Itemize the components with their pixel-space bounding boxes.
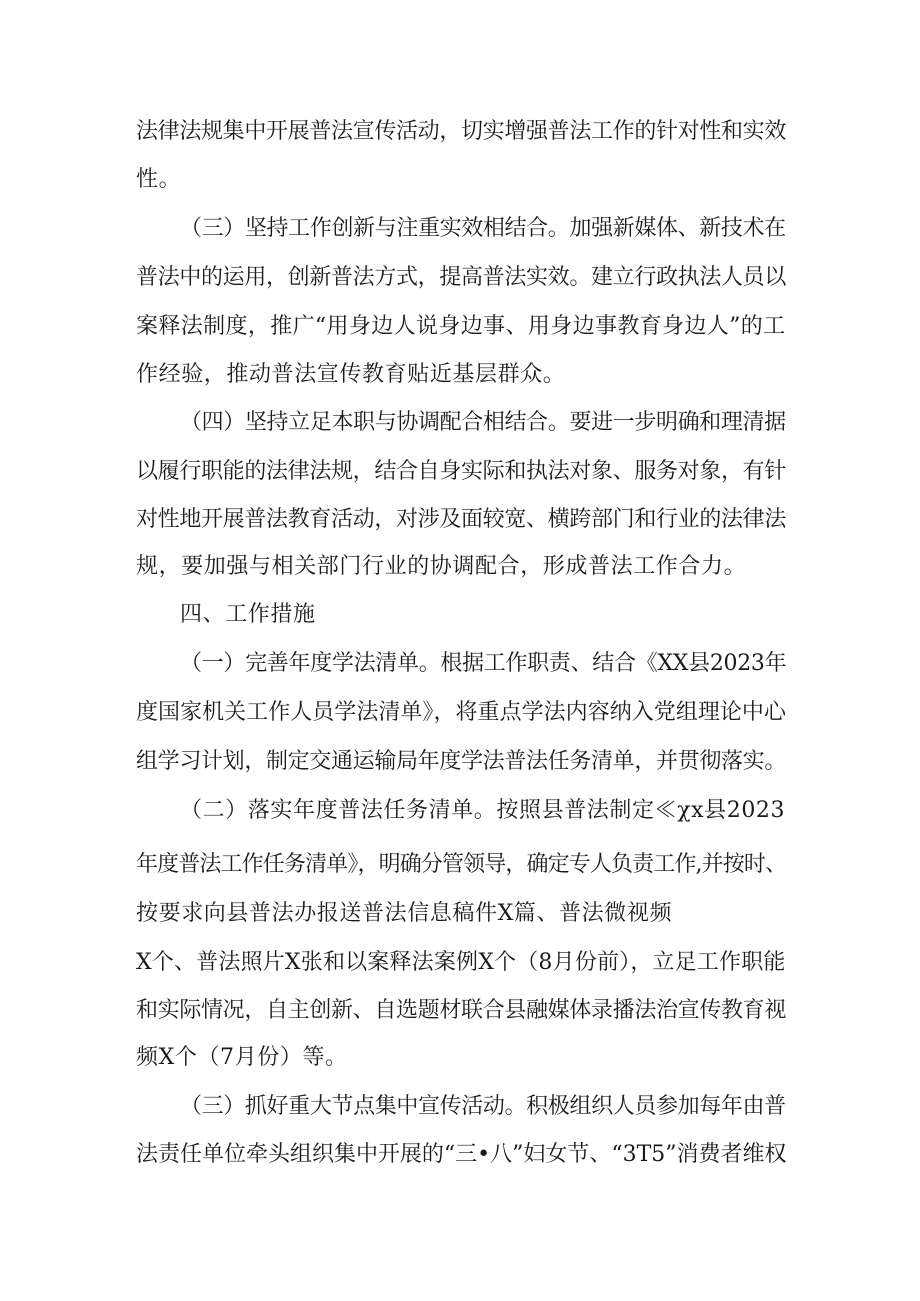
- text-line: 性。: [136, 167, 182, 192]
- text-line: 法律法规集中开展普法宣传活动，切实增强普法工作的针对性和实效: [136, 119, 787, 144]
- text-line: 法责任单位牵头组织集中开展的“三•八”妇女节、“3T5”消费者维权: [136, 1142, 787, 1167]
- text-line: 案释法制度，推广“用身边人说身边事、用身边事教育身边人”的工: [136, 314, 786, 339]
- text-line: 年度普法工作任务清单》，明确分管领导，确定专人负责工作,并按时、: [136, 852, 787, 877]
- text-line: （四）坚持立足本职与协调配合相结合。要进一步明确和理清据: [180, 410, 786, 435]
- text-line: 度国家机关工作人员学法清单》，将重点学法内容纳入党组理论中心: [136, 700, 787, 725]
- text-line: 组学习计划，制定交通运输局年度学法普法任务清单，并贯彻落实。: [136, 749, 787, 774]
- text-line: X个、普法照片X张和以案释法案例X个（8月份前），立足工作职能: [136, 950, 786, 975]
- text-line: 作经验，推动普法宣传教育贴近基层群众。: [136, 362, 566, 387]
- text-line: 按要求向县普法办报送普法信息稿件X篇、普法微视频: [136, 901, 673, 926]
- text-line: （三）坚持工作创新与注重实效相结合。加强新媒体、新技术在: [180, 216, 786, 241]
- section-heading: 四、工作措施: [180, 602, 316, 627]
- text-line: 和实际情况，自主创新、自选题材联合县融媒体录播法治宣传教育视: [136, 998, 787, 1023]
- text-line: 对性地开展普法教育活动，对涉及面较宽、横跨部门和行业的法律法: [136, 507, 787, 532]
- text-line: 普法中的运用，创新普法方式，提高普法实效。建立行政执法人员以: [136, 265, 787, 290]
- text-line: （二）落实年度普法任务清单。按照县普法制定≪χx县2023: [180, 798, 786, 823]
- text-line: （三）抓好重大节点集中宣传活动。积极组织人员参加每年由普: [180, 1094, 786, 1119]
- text-line: （一）完善年度学法清单。根据工作职责、结合《XX县2023年: [180, 651, 787, 676]
- text-line: 规，要加强与相关部门行业的协调配合，形成普法工作合力。: [136, 554, 747, 579]
- text-line: 以履行职能的法律法规，结合自身实际和执法对象、服务对象，有针: [136, 459, 787, 484]
- text-line: 频X个（7月份）等。: [136, 1045, 348, 1070]
